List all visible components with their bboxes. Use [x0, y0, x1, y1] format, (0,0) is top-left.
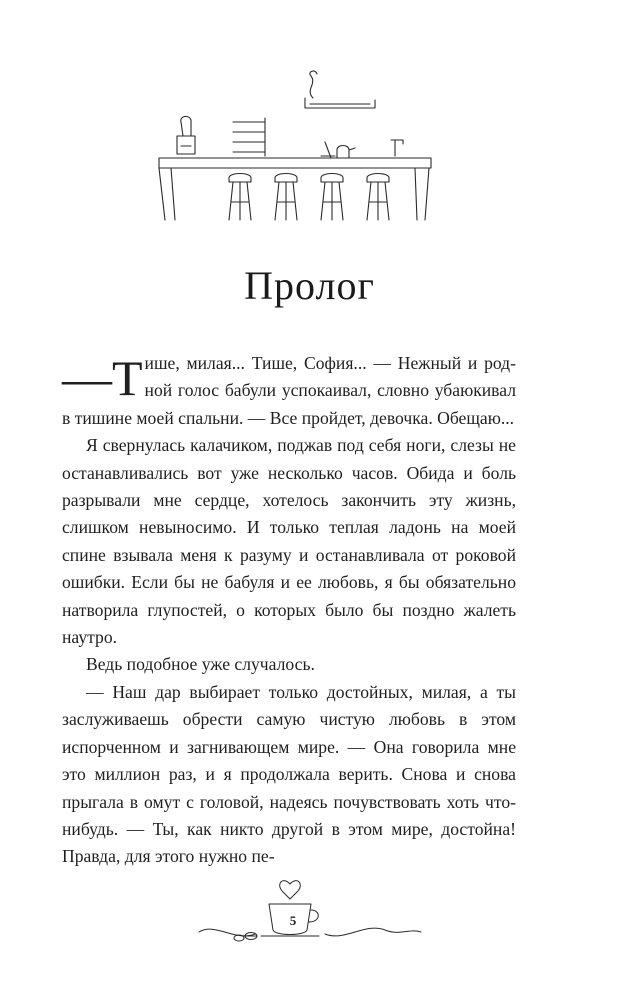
paragraph-text: ише, милая... Тише, София... — Нежный и родной голос бабули успокаивал, словно убаюкивал в тишине моей спальни. — Все пройдет, девочка. Обещаю...: [62, 353, 516, 428]
chapter-title: Пролог: [244, 263, 375, 308]
coffee-cup-heart-ornament-icon: [195, 872, 425, 952]
chapter-body: [62, 350, 516, 871]
paragraph: Ведь подобное уже случалось.: [86, 654, 315, 675]
paragraph: [62, 350, 516, 432]
paragraph: — Наш дар выбирает только достойных, милая, а ты заслуживаешь обрести самую чистую любовь в этом испорченном и загнивающем мире. — Она говорила мне это миллион раз, и я продолжала верить. Снова и снова прыгала в омут с головой, надеясь почувствовать хоть что-нибудь. — Ты, как никто другой в этом мире, достойна! Правда, для этого нужно пе-: [62, 681, 516, 867]
kitchen-counter-illustration-icon: [145, 70, 445, 230]
drop-cap: —Т: [62, 350, 143, 406]
page-number: 5: [289, 913, 297, 928]
paragraph: Я свернулась калачиком, поджав под себя ноги, слезы не останавливались вот уже несколько часов. Обида и боль разрывали мне сердце, хотелось закончить эту жизнь, слишком невыносимо. И только теплая ладонь на моей спине взывала меня к разуму и останавливала от роковой ошибки. Если бы не бабуля и ее любовь, я бы обязательно натворила глупостей, о которых было бы поздно жалеть наутро.: [62, 435, 516, 648]
